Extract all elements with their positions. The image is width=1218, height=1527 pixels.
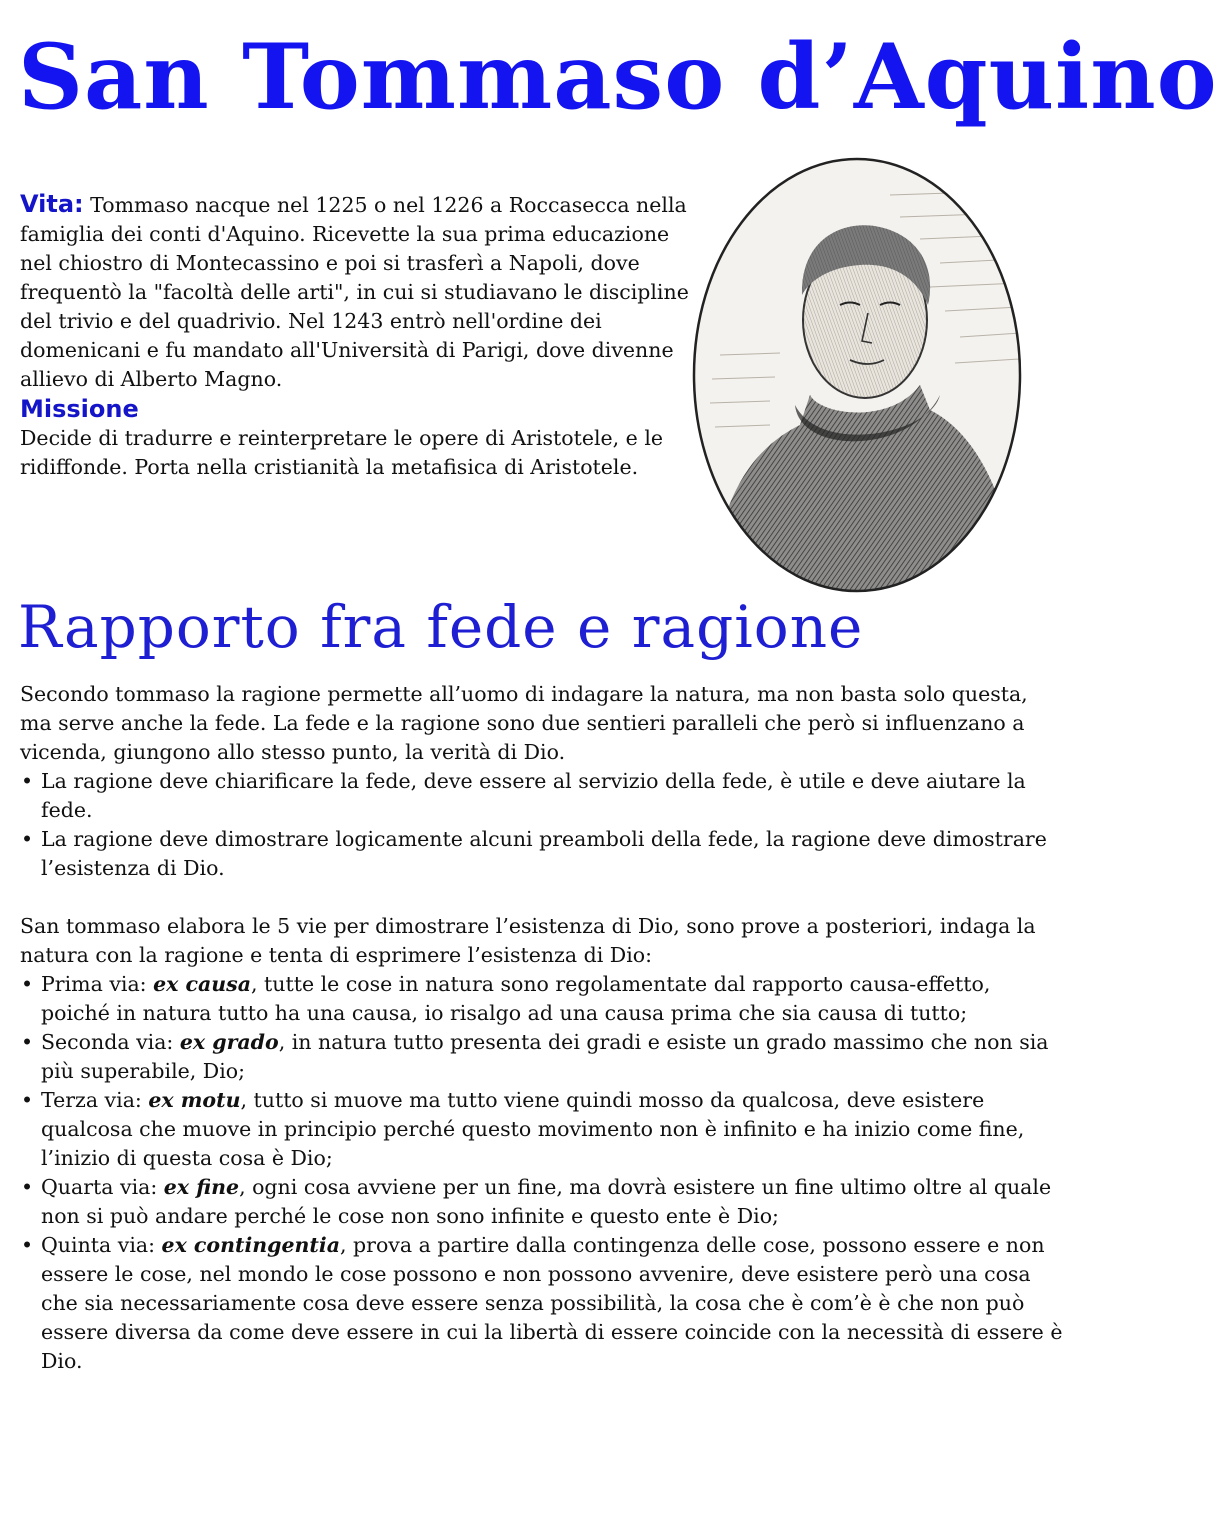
missione-label: Missione (20, 395, 139, 423)
list-item (20, 1028, 1065, 1086)
via-prefix: Quinta via: (41, 1233, 162, 1257)
list-item (20, 1231, 1065, 1376)
list-item: • La ragione deve dimostrare logicamente alcuni preamboli della fede, la ragione deve dimostrare l’esistenza di Dio. (20, 825, 1065, 883)
page-title: San Tommaso d’Aquino (18, 24, 1218, 130)
via-text: , in natura tutto presenta dei gradi e esiste un grado massimo che non sia più superabile, Dio; (41, 1030, 1049, 1083)
list-item (20, 1086, 1065, 1173)
vie-list (20, 970, 1065, 1376)
section-body (20, 680, 1065, 1376)
via-text: , prova a partire dalla contingenza delle cose, possono essere e non essere le cose, nel mondo le cose possono e non possono avvenire, deve esistere però una cosa che sia necessariamente cosa deve essere senza possibilità, la cosa che è com’è è che non può essere diversa da come deve essere in cui la libertà di essere coincide con la necessità di essere è Dio. (41, 1233, 1063, 1373)
via-latin: ex fine (163, 1175, 240, 1199)
missione-text: Decide di tradurre e reinterpretare le opere di Aristotele, e le ridiffonde. Porta nella cristianità la metafisica di Aristotele. (20, 426, 664, 479)
list-item: • La ragione deve chiarificare la fede, deve essere al servizio della fede, è utile e deve aiutare la fede. (20, 767, 1065, 825)
via-latin: ex contingentia (161, 1233, 340, 1257)
via-latin: ex grado (179, 1030, 279, 1054)
spacer (20, 883, 1065, 912)
ragione-list (20, 767, 1065, 883)
via-text: , ogni cosa avviene per un fine, ma dovrà esistere un fine ultimo oltre al quale non si può andare perché le cose non sono infinite e questo ente è Dio; (41, 1175, 1052, 1228)
via-prefix: Terza via: (41, 1088, 149, 1112)
vita-paragraph (20, 190, 700, 394)
via-text: , tutto si muove ma tutto viene quindi mosso da qualcosa, deve esistere qualcosa che muove in principio perché questo movimento non è infinito e ha inizio come fine, l’inizio di questa cosa è Dio; (41, 1088, 1025, 1170)
via-text: , tutte le cose in natura sono regolamentate dal rapporto causa-effetto, poiché in natura tutto ha una causa, io risalgo ad una causa prima che sia causa di tutto; (41, 972, 991, 1025)
vie-intro: San tommaso elabora le 5 vie per dimostrare l’esistenza di Dio, sono prove a posteriori, indaga la natura con la ragione e tenta di esprimere l’esistenza di Dio: (20, 914, 1036, 967)
vita-label: Vita: (20, 190, 84, 218)
section-intro: Secondo tommaso la ragione permette all’uomo di indagare la natura, ma non basta solo questa, ma serve anche la fede. La fede e la ragione sono due sentieri paralleli che però si influenzano a vicenda, giungono allo stesso punto, la verità di Dio. (20, 682, 1028, 764)
list-item (20, 1173, 1065, 1231)
via-latin: ex causa (153, 972, 252, 996)
list-item (20, 970, 1065, 1028)
section-title: Rapporto fra fede e ragione (18, 593, 864, 661)
via-prefix: Quarta via: (41, 1175, 164, 1199)
intro-block (20, 190, 700, 482)
via-prefix: Prima via: (41, 972, 154, 996)
portrait-image (690, 155, 1025, 595)
via-latin: ex motu (148, 1088, 241, 1112)
vita-text: Tommaso nacque nel 1225 o nel 1226 a Roccasecca nella famiglia dei conti d'Aquino. Ricevette la sua prima educazione nel chiostro di Montecassino e poi si trasferì a Napoli, dove frequentò la "facoltà delle arti", in cui si studiavano le discipline del trivio e del quadrivio. Nel 1243 entrò nell'ordine dei domenicani e fu mandato all'Università di Parigi, dove divenne allievo di Alberto Magno. (20, 193, 689, 391)
via-prefix: Seconda via: (41, 1030, 180, 1054)
